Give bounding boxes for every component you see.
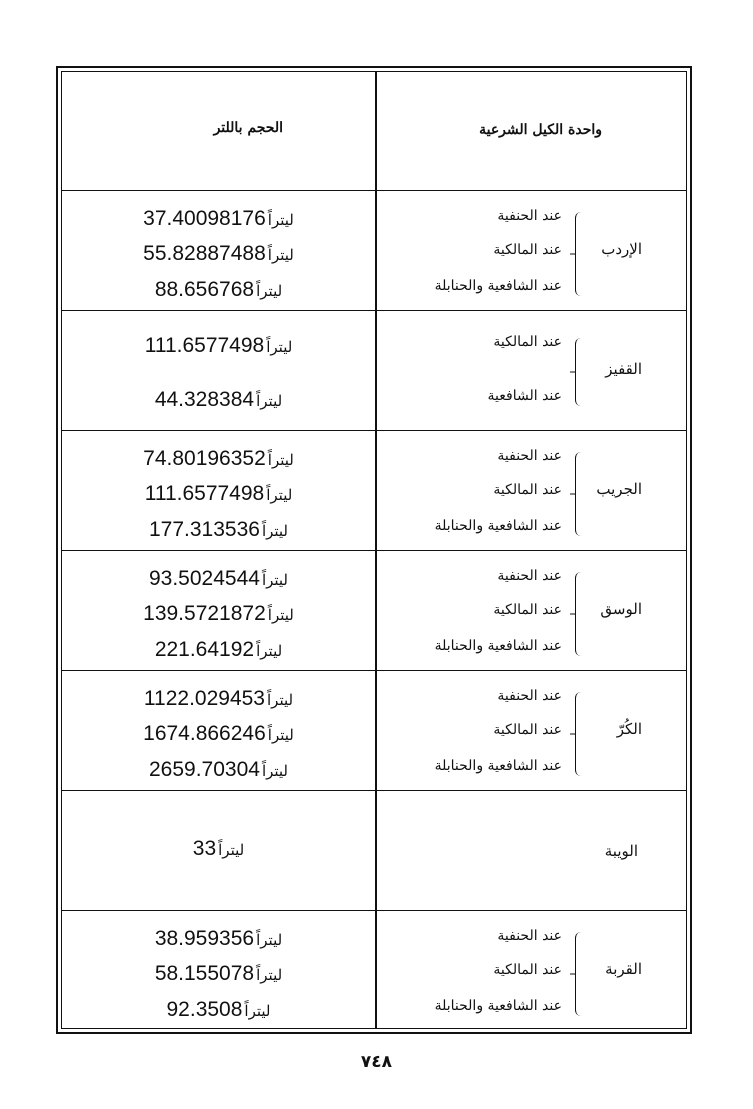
volume-value — [62, 638, 375, 662]
header-unit-cell — [377, 72, 686, 190]
volume-unit-label: ليتراً — [256, 966, 283, 984]
volume-unit-label: ليتراً — [267, 211, 294, 229]
volume-cell — [62, 910, 375, 1030]
volume-number: 38.959356 — [154, 927, 255, 950]
volume-unit-label: ليتراً — [261, 522, 289, 540]
volume-unit-label: ليتراً — [266, 486, 293, 504]
volume-cell — [62, 670, 375, 790]
volume-value — [62, 687, 375, 711]
volume-value — [62, 334, 375, 358]
volume-unit-label: ليتراً — [244, 1002, 271, 1020]
volume-value — [62, 602, 375, 626]
volume-number: 2659.70304 — [148, 758, 260, 781]
school-label: عند الشافعية والحنابلة — [434, 638, 562, 654]
unit-name: القفيز — [605, 360, 642, 378]
volume-unit-label: ليتراً — [256, 931, 283, 949]
volume-unit-label: ليتراً — [261, 571, 289, 589]
table-row — [62, 910, 686, 1030]
volume-number: 37.40098176 — [143, 207, 266, 230]
volume-unit-label: ليتراً — [218, 841, 245, 859]
volume-table — [56, 66, 692, 1034]
school-label: عند الشافعية والحنابلة — [434, 518, 562, 534]
school-label: عند الشافعية — [487, 388, 562, 404]
school-label: عند الحنفية — [497, 688, 562, 704]
volume-unit-label: ليتراً — [267, 691, 294, 709]
unit-cell — [377, 190, 686, 310]
volume-number: 1674.866246 — [143, 722, 266, 745]
school-label: عند الحنفية — [497, 208, 562, 224]
grouping-brace — [575, 932, 586, 1016]
school-label: عند الشافعية والحنابلة — [434, 758, 562, 774]
grouping-brace — [575, 692, 586, 776]
school-label: عند الشافعية والحنابلة — [434, 998, 562, 1014]
header-unit: واحدة الكيل الشرعية — [479, 122, 602, 138]
unit-cell — [377, 550, 686, 670]
volume-number: 111.6577498 — [144, 482, 265, 505]
volume-unit-label: ليتراً — [256, 282, 283, 300]
volume-value — [62, 567, 375, 591]
volume-cell — [62, 310, 375, 430]
volume-number: 139.5721872 — [143, 602, 266, 625]
unit-name: الوسق — [600, 600, 642, 618]
header-volume-cell — [62, 72, 375, 190]
table-header-row — [62, 72, 686, 190]
page-number: ٧٤٨ — [360, 1052, 393, 1072]
unit-name: الويبة — [604, 842, 638, 860]
school-label: عند المالكية — [493, 602, 562, 618]
header-volume: الحجم باللتر — [213, 120, 283, 136]
unit-name: الجريب — [596, 480, 642, 498]
volume-value — [62, 837, 375, 861]
volume-value — [62, 518, 375, 542]
table-row — [62, 670, 686, 790]
volume-unit-label: ليتراً — [267, 246, 294, 264]
grouping-brace — [575, 452, 586, 536]
volume-unit-label: ليتراً — [256, 642, 283, 660]
volume-unit-label: ليتراً — [267, 451, 294, 469]
volume-unit-label: ليتراً — [256, 392, 283, 410]
volume-value — [62, 278, 375, 302]
volume-cell — [62, 430, 375, 550]
volume-cell — [62, 550, 375, 670]
school-label: عند الحنفية — [497, 928, 562, 944]
volume-number: 88.656768 — [154, 278, 255, 301]
volume-cell — [62, 790, 375, 910]
unit-cell — [377, 310, 686, 430]
volume-number: 92.3508 — [166, 998, 243, 1021]
unit-name: الإردب — [601, 240, 642, 258]
school-label: عند المالكية — [493, 722, 562, 738]
volume-number: 1122.029453 — [143, 687, 265, 710]
volume-cell — [62, 190, 375, 310]
volume-number: 93.5024544 — [148, 567, 260, 590]
grouping-brace — [575, 338, 586, 406]
unit-cell — [377, 910, 686, 1030]
table-inner-frame — [61, 71, 687, 1029]
table-row — [62, 550, 686, 670]
volume-number: 58.155078 — [154, 962, 255, 985]
volume-unit-label: ليتراً — [261, 762, 289, 780]
volume-number: 221.64192 — [154, 638, 255, 661]
table-row — [62, 310, 686, 430]
school-label: عند المالكية — [493, 242, 562, 258]
school-label: عند المالكية — [493, 482, 562, 498]
volume-value — [62, 207, 375, 231]
volume-value — [62, 927, 375, 951]
unit-name: القربة — [605, 960, 642, 978]
school-label: عند المالكية — [493, 334, 562, 350]
volume-value — [62, 447, 375, 471]
unit-cell — [377, 430, 686, 550]
volume-value — [62, 722, 375, 746]
volume-number: 44.328384 — [154, 388, 255, 411]
volume-value — [62, 962, 375, 986]
school-label: عند الحنفية — [497, 568, 562, 584]
volume-number: 74.80196352 — [143, 447, 266, 470]
table-row — [62, 790, 686, 910]
volume-value — [62, 998, 375, 1022]
volume-unit-label: ليتراً — [267, 606, 294, 624]
school-label: عند الحنفية — [497, 448, 562, 464]
volume-value — [62, 482, 375, 506]
volume-number: 33 — [192, 837, 217, 860]
volume-number: 111.6577498 — [144, 334, 265, 357]
unit-name: الكُرّ — [616, 720, 642, 738]
volume-unit-label: ليتراً — [267, 726, 294, 744]
volume-number: 177.313536 — [148, 518, 260, 541]
table-row — [62, 430, 686, 550]
volume-number: 55.82887488 — [143, 242, 266, 265]
school-label: عند المالكية — [493, 962, 562, 978]
table-row — [62, 190, 686, 310]
unit-cell — [377, 670, 686, 790]
volume-value — [62, 758, 375, 782]
unit-cell — [377, 790, 686, 910]
volume-unit-label: ليتراً — [266, 338, 293, 356]
volume-value — [62, 388, 375, 412]
grouping-brace — [575, 572, 586, 656]
volume-value — [62, 242, 375, 266]
school-label: عند الشافعية والحنابلة — [434, 278, 562, 294]
grouping-brace — [575, 212, 586, 296]
